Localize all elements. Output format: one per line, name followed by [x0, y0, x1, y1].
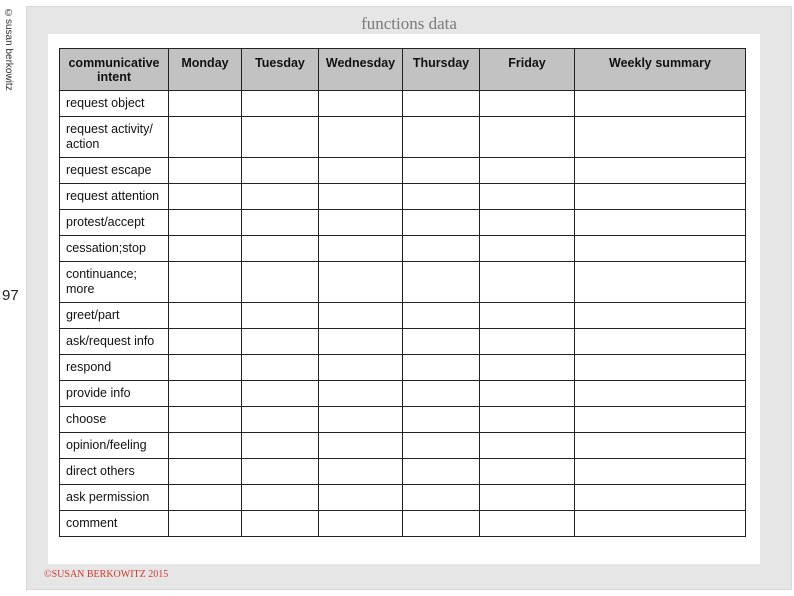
- cell-monday: [169, 433, 242, 459]
- cell-thursday: [403, 236, 480, 262]
- cell-friday: [480, 433, 575, 459]
- cell-friday: [480, 117, 575, 158]
- cell-weekly-summary: [575, 355, 746, 381]
- header-thursday: Thursday: [403, 49, 480, 91]
- cell-friday: [480, 329, 575, 355]
- table-row: [60, 329, 746, 355]
- cell-wednesday: [319, 433, 403, 459]
- cell-weekly-summary: [575, 303, 746, 329]
- table-row: [60, 459, 746, 485]
- cell-wednesday: [319, 511, 403, 537]
- intent-label: choose: [60, 407, 169, 433]
- intent-label: opinion/feeling: [60, 433, 169, 459]
- cell-wednesday: [319, 117, 403, 158]
- cell-monday: [169, 236, 242, 262]
- cell-thursday: [403, 407, 480, 433]
- cell-monday: [169, 210, 242, 236]
- cell-wednesday: [319, 485, 403, 511]
- header-wednesday: Wednesday: [319, 49, 403, 91]
- cell-thursday: [403, 158, 480, 184]
- table-row: [60, 511, 746, 537]
- cell-weekly-summary: [575, 236, 746, 262]
- cell-friday: [480, 210, 575, 236]
- intent-label: ask/request info: [60, 329, 169, 355]
- cell-wednesday: [319, 184, 403, 210]
- cell-tuesday: [242, 303, 319, 329]
- cell-monday: [169, 158, 242, 184]
- table-header-row: [60, 49, 746, 91]
- cell-wednesday: [319, 303, 403, 329]
- cell-monday: [169, 355, 242, 381]
- intent-label: direct others: [60, 459, 169, 485]
- cell-tuesday: [242, 117, 319, 158]
- cell-wednesday: [319, 381, 403, 407]
- cell-thursday: [403, 303, 480, 329]
- cell-friday: [480, 407, 575, 433]
- table-row: [60, 485, 746, 511]
- cell-tuesday: [242, 262, 319, 303]
- cell-wednesday: [319, 329, 403, 355]
- cell-friday: [480, 303, 575, 329]
- table-row: [60, 262, 746, 303]
- cell-friday: [480, 158, 575, 184]
- page-number: 97: [2, 287, 19, 304]
- cell-wednesday: [319, 355, 403, 381]
- table-row: [60, 433, 746, 459]
- cell-thursday: [403, 511, 480, 537]
- cell-weekly-summary: [575, 210, 746, 236]
- slide-title: functions data: [361, 14, 457, 33]
- cell-tuesday: [242, 355, 319, 381]
- cell-tuesday: [242, 511, 319, 537]
- cell-tuesday: [242, 459, 319, 485]
- cell-friday: [480, 355, 575, 381]
- table-row: [60, 158, 746, 184]
- cell-friday: [480, 381, 575, 407]
- cell-weekly-summary: [575, 407, 746, 433]
- cell-thursday: [403, 485, 480, 511]
- cell-monday: [169, 262, 242, 303]
- header-weekly-summary: Weekly summary: [575, 49, 746, 91]
- header-friday: Friday: [480, 49, 575, 91]
- cell-weekly-summary: [575, 91, 746, 117]
- cell-tuesday: [242, 184, 319, 210]
- cell-tuesday: [242, 158, 319, 184]
- cell-wednesday: [319, 407, 403, 433]
- table-row: [60, 117, 746, 158]
- cell-thursday: [403, 117, 480, 158]
- cell-thursday: [403, 210, 480, 236]
- cell-monday: [169, 329, 242, 355]
- cell-thursday: [403, 381, 480, 407]
- cell-tuesday: [242, 210, 319, 236]
- cell-tuesday: [242, 433, 319, 459]
- cell-wednesday: [319, 459, 403, 485]
- cell-weekly-summary: [575, 459, 746, 485]
- header-tuesday: Tuesday: [242, 49, 319, 91]
- intent-label: comment: [60, 511, 169, 537]
- side-credit: ©susan berkowitz: [3, 8, 14, 91]
- cell-monday: [169, 184, 242, 210]
- cell-weekly-summary: [575, 433, 746, 459]
- cell-weekly-summary: [575, 158, 746, 184]
- cell-friday: [480, 236, 575, 262]
- cell-monday: [169, 117, 242, 158]
- table-row: [60, 355, 746, 381]
- intent-label: request escape: [60, 158, 169, 184]
- intent-label: protest/accept: [60, 210, 169, 236]
- cell-tuesday: [242, 236, 319, 262]
- cell-thursday: [403, 355, 480, 381]
- cell-thursday: [403, 91, 480, 117]
- cell-weekly-summary: [575, 184, 746, 210]
- cell-monday: [169, 485, 242, 511]
- intent-label: greet/part: [60, 303, 169, 329]
- cell-tuesday: [242, 329, 319, 355]
- table-row: [60, 184, 746, 210]
- cell-wednesday: [319, 262, 403, 303]
- copyright-notice: ©SUSAN BERKOWITZ 2015: [44, 569, 169, 580]
- cell-wednesday: [319, 91, 403, 117]
- cell-tuesday: [242, 407, 319, 433]
- intent-label: ask permission: [60, 485, 169, 511]
- cell-monday: [169, 303, 242, 329]
- intent-label: request attention: [60, 184, 169, 210]
- cell-monday: [169, 91, 242, 117]
- cell-thursday: [403, 329, 480, 355]
- table-row: [60, 210, 746, 236]
- table-row: [60, 91, 746, 117]
- cell-monday: [169, 511, 242, 537]
- cell-wednesday: [319, 158, 403, 184]
- cell-friday: [480, 262, 575, 303]
- cell-thursday: [403, 262, 480, 303]
- cell-weekly-summary: [575, 262, 746, 303]
- intent-label: continuance; more: [60, 262, 169, 303]
- cell-tuesday: [242, 485, 319, 511]
- header-communicative-intent: communicative intent: [60, 49, 169, 91]
- cell-thursday: [403, 433, 480, 459]
- cell-friday: [480, 184, 575, 210]
- cell-weekly-summary: [575, 485, 746, 511]
- functions-data-table: [59, 48, 746, 537]
- cell-friday: [480, 459, 575, 485]
- table-row: [60, 381, 746, 407]
- intent-label: provide info: [60, 381, 169, 407]
- cell-friday: [480, 485, 575, 511]
- header-monday: Monday: [169, 49, 242, 91]
- intent-label: respond: [60, 355, 169, 381]
- cell-wednesday: [319, 236, 403, 262]
- cell-friday: [480, 511, 575, 537]
- table-row: [60, 407, 746, 433]
- cell-weekly-summary: [575, 511, 746, 537]
- cell-thursday: [403, 459, 480, 485]
- table-body: [60, 91, 746, 537]
- cell-monday: [169, 407, 242, 433]
- table-row: [60, 303, 746, 329]
- intent-label: request object: [60, 91, 169, 117]
- intent-label: request activity/ action: [60, 117, 169, 158]
- cell-weekly-summary: [575, 117, 746, 158]
- cell-tuesday: [242, 91, 319, 117]
- cell-monday: [169, 381, 242, 407]
- table-row: [60, 236, 746, 262]
- cell-friday: [480, 91, 575, 117]
- cell-thursday: [403, 184, 480, 210]
- cell-weekly-summary: [575, 329, 746, 355]
- cell-tuesday: [242, 381, 319, 407]
- cell-weekly-summary: [575, 381, 746, 407]
- cell-monday: [169, 459, 242, 485]
- intent-label: cessation;stop: [60, 236, 169, 262]
- cell-wednesday: [319, 210, 403, 236]
